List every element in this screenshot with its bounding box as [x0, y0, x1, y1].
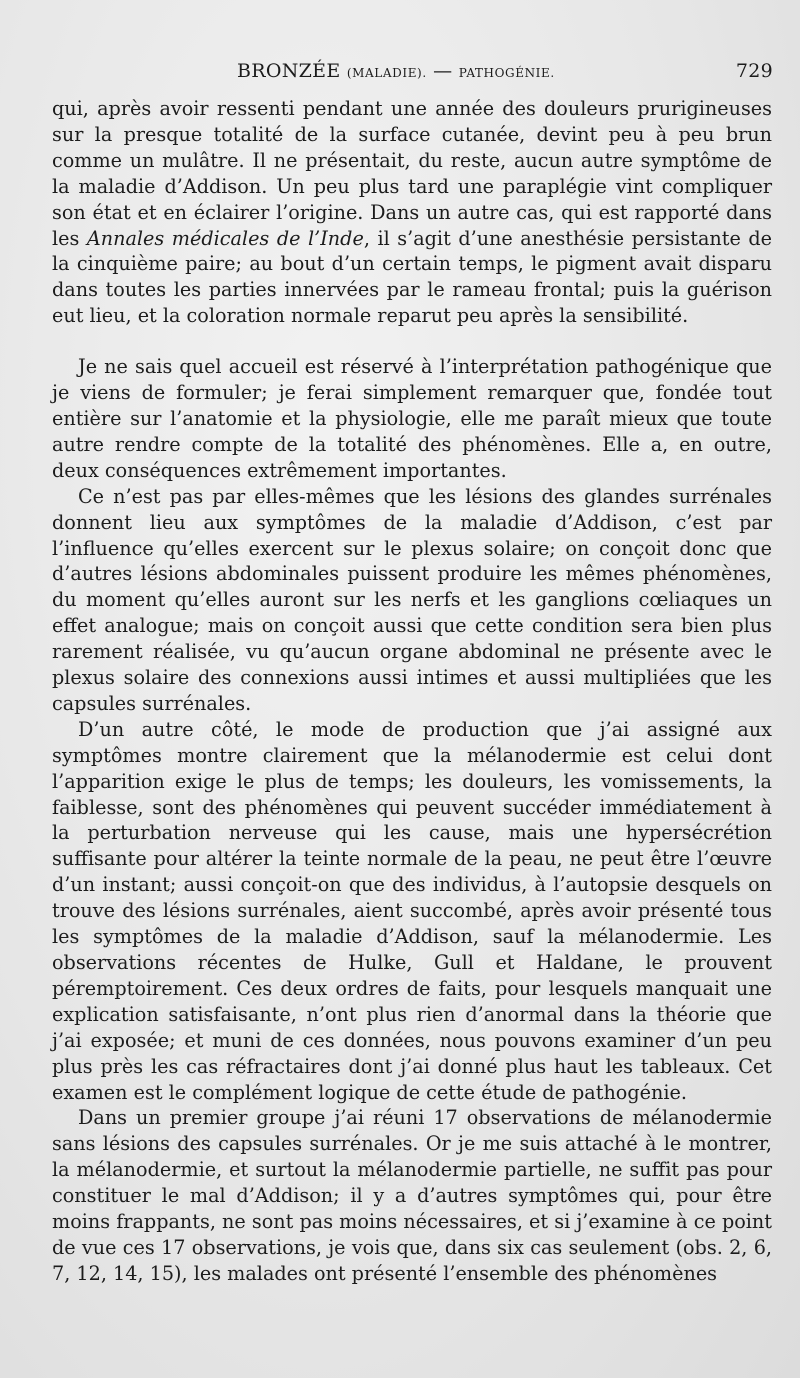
page-number: 729: [735, 60, 773, 82]
running-head-section: PATHOGÉNIE.: [458, 66, 555, 80]
journal-title: Annales médicales de l’Inde: [86, 226, 364, 250]
body-text: [52, 96, 772, 1287]
paragraph-text: , il s’agit d’une anesthésie persistante de la cinquième paire; au bout d’un certain temps, le pigment avait disparu dans toutes les parties innervées par le rameau frontal; puis la guérison eut lieu, et la coloration normale reparut peu après la sensibilité.: [52, 226, 773, 328]
paragraph: Dans un premier groupe j’ai réuni 17 observations de mélanodermie sans lésions des capsules surrénales. Or je me suis attaché à le montrer, la mélanodermie, et surtout la mélanodermie partielle, ne suffit pas pour constituer le mal d’Addison; il y a d’autres symptômes qui, pour être moins frappants, ne sont pas moins nécessaires, et si j’examine à ce point de vue ces 17 observations, je vois que, dans six cas seulement (obs. 2, 6, 7, 12, 14, 15), les malades ont présenté l’ensemble des phénomènes: [52, 1106, 772, 1285]
paragraph-text: qui, après avoir ressenti pendant une année des douleurs prurigineuses sur la presque totalité de la surface cutanée, devint peu à peu brun comme un mulâtre. Il ne présentait, du reste, aucun autre symptôme de la maladie d’Addison. Un peu plus tard une paraplégie vint compliquer son état et en éclairer l’origine. Dans un autre cas, qui est rapporté dans les: [52, 97, 772, 250]
paragraph: D’un autre côté, le mode de production que j’ai assigné aux symptômes montre clairement que la mélanodermie est celui dont l’apparition exige le plus de temps; les douleurs, les vomissements, la faiblesse, sont des phénomènes qui peuvent succéder immédiatement à la perturbation nerveuse qui les cause, mais une hypersécrétion suffisante pour altérer la teinte normale de la peau, ne peut être l’œuvre d’un instant; aussi conçoit-on que des individus, à l’autopsie desquels on trouve des lésions surrénales, aient succombé, après avoir présenté tous les symptômes de la maladie d’Addison, sauf la mélanodermie. Les observations récentes de Hulke, Gull et Haldane, le prouvent péremptoirement. Ces deux ordres de faits, pour lesquels manquait une explication satisfaisante, n’ont plus rien d’anormal dans la théorie que j’ai exposée; et muni de ces données, nous pouvons examiner d’un peu plus près les cas réfractaires dont j’ai donné plus haut les tableaux. Cet examen est le complément logique de cette étude de pathogénie.: [52, 717, 772, 1104]
paragraph: Ce n’est pas par elles-mêmes que les lésions des glandes surrénales donnent lieu aux symptômes de la maladie d’Addison, c’est par l’influence qu’elles exercent sur le plexus solaire; on conçoit donc que d’autres lésions abdominales puissent produire les mêmes phénomènes, du moment qu’elles auront sur les nerfs et les ganglions cœliaques un effet analogue; mais on conçoit aussi que cette condition sera bien plus rarement réalisée, vu qu’aucun organe abdominal ne présente avec le plexus solaire des connexions aussi intimes et aussi multipliées que les capsules surrénales.: [52, 484, 772, 715]
paragraph: Je ne sais quel accueil est réservé à l’interprétation pathogénique que je viens de formuler; je ferai simplement remarquer que, fondée tout entière sur l’anatomie et la physiologie, elle me paraît mieux que toute autre rendre compte de la totalité des phénomènes. Elle a, en outre, deux conséquences extrêmement importantes.: [52, 355, 772, 482]
running-head-subtitle: (MALADIE).: [346, 66, 427, 80]
paragraph-continuation: [52, 96, 772, 329]
page-header: [52, 58, 772, 90]
running-head-title: BRONZÉE: [237, 60, 341, 82]
book-page: [52, 58, 772, 1287]
running-head-dash: —: [433, 60, 453, 82]
running-head: [237, 60, 555, 82]
